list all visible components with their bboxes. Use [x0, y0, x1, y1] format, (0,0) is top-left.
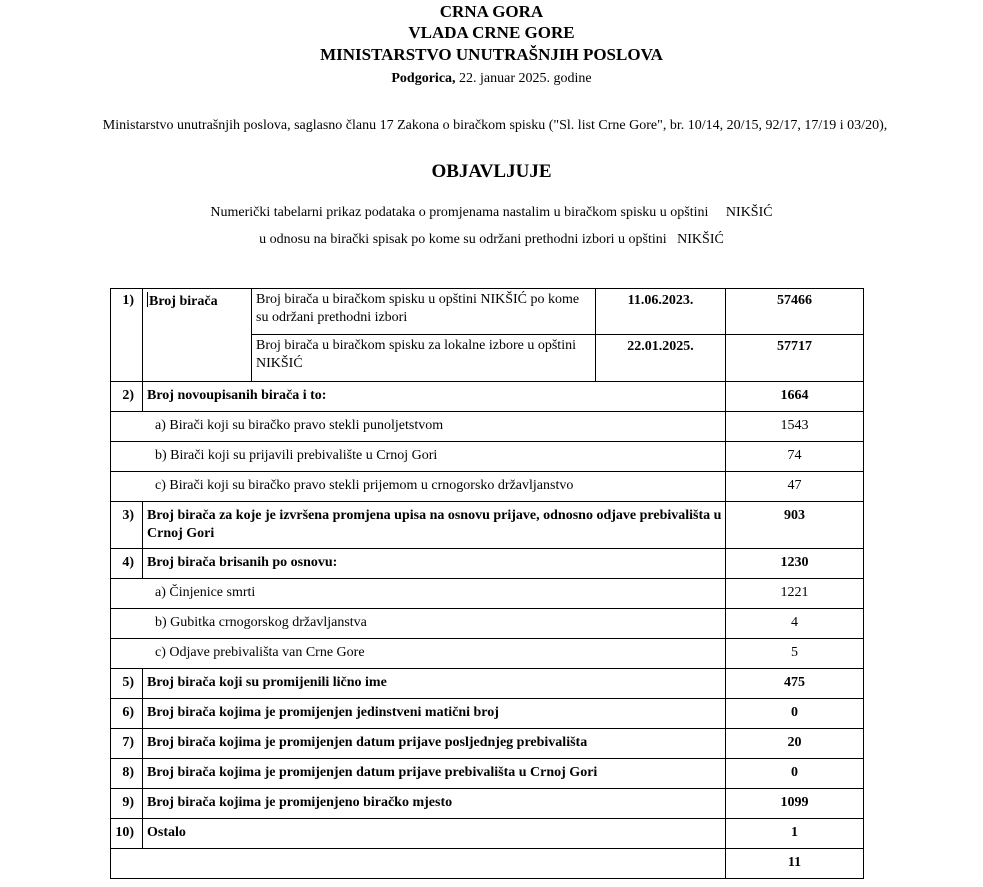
row-label: Broj birača kojima je promijenjen datum prijave posljednjeg prebivališta	[143, 729, 726, 759]
document-title: OBJAVLJUJE	[431, 161, 552, 182]
row-value: 4	[726, 609, 864, 639]
row-number: 3)	[111, 502, 143, 549]
table-row	[111, 472, 864, 502]
row-value: 74	[726, 442, 864, 472]
row-value: 47	[726, 472, 864, 502]
table-row	[111, 759, 864, 789]
table-row	[111, 729, 864, 759]
total-value: 11	[726, 849, 864, 879]
row-value: 5	[726, 639, 864, 669]
row-label: Broj birača kojima je promijenjeno biračko mjesto	[143, 789, 726, 819]
row-value: 1099	[726, 789, 864, 819]
row-number: 8)	[111, 759, 143, 789]
table-row-total	[111, 849, 864, 879]
table-row	[111, 412, 864, 442]
table-row	[111, 819, 864, 849]
table-row	[111, 789, 864, 819]
row-label: Broj novoupisanih birača i to:	[143, 382, 726, 412]
row-value: 0	[726, 759, 864, 789]
row-number: 9)	[111, 789, 143, 819]
dateline-place: Podgorica,	[391, 71, 456, 86]
row-value: 1230	[726, 549, 864, 579]
table-row	[111, 549, 864, 579]
intro-paragraph: Ministarstvo unutrašnjih poslova, saglasno članu 17 Zakona o biračkom spisku ("Sl. list Crne Gore", br. 10/14, 20/15, 92/17, 17/19 i 03/20),	[102, 118, 888, 133]
row-label: Broj birača za koje je izvršena promjena upisa na osnovu prijave, odnosno odjave prebivališta u Crnoj Gori	[143, 502, 726, 549]
row-label-text: Broj birača	[149, 294, 218, 309]
row-number: 2)	[111, 382, 143, 412]
table-row	[111, 639, 864, 669]
text-cursor	[147, 292, 148, 307]
row-number: 1)	[111, 289, 143, 382]
previous-register-date: 11.06.2023.	[596, 289, 726, 335]
row-value: 903	[726, 502, 864, 549]
table-row	[111, 442, 864, 472]
row-label: a) Činjenice smrti	[111, 579, 726, 609]
row-label: c) Birači koji su biračko pravo stekli prijemom u crnogorsko državljanstvo	[111, 472, 726, 502]
row-label: Ostalo	[143, 819, 726, 849]
row-label: Broj birača koji su promijenili lično ime	[143, 669, 726, 699]
row-number: 10)	[111, 819, 143, 849]
header-government: VLADA CRNE GORE	[408, 23, 575, 42]
table-row	[111, 699, 864, 729]
table-row	[111, 609, 864, 639]
row-label: Broj birača brisanih po osnovu:	[143, 549, 726, 579]
table-row	[111, 382, 864, 412]
table-row	[111, 502, 864, 549]
voter-register-table	[110, 288, 864, 879]
row-label	[143, 289, 252, 382]
previous-register-text: Broj birača u biračkom spisku u opštini NIKŠIĆ po kome su održani prethodni izbori	[252, 289, 596, 335]
row-value: 1543	[726, 412, 864, 442]
row-label: Broj birača kojima je promijenjen jedinstveni matični broj	[143, 699, 726, 729]
row-number: 6)	[111, 699, 143, 729]
previous-register-value: 57466	[726, 289, 864, 335]
row-label: b) Birači koji su prijavili prebivalište u Crnoj Gori	[111, 442, 726, 472]
current-register-value: 57717	[726, 335, 864, 382]
table-row	[111, 289, 864, 335]
row-value: 475	[726, 669, 864, 699]
row-value: 1664	[726, 382, 864, 412]
row-label: a) Birači koji su biračko pravo stekli punoljetstvom	[111, 412, 726, 442]
row-value: 1	[726, 819, 864, 849]
dateline-date: 22. januar 2025. godine	[455, 71, 592, 86]
row-value: 1221	[726, 579, 864, 609]
description-line-2: u odnosu na birački spisak po kome su održani prethodni izbori u opštini NIKŠIĆ	[259, 232, 724, 247]
header-country: CRNA GORA	[439, 2, 544, 21]
row-label: b) Gubitka crnogorskog državljanstva	[111, 609, 726, 639]
row-value: 0	[726, 699, 864, 729]
header-ministry: MINISTARSTVO UNUTRAŠNJIH POSLOVA	[320, 45, 663, 64]
table-row	[111, 579, 864, 609]
row-label: Broj birača kojima je promijenjen datum prijave prebivališta u Crnoj Gori	[143, 759, 726, 789]
row-value: 20	[726, 729, 864, 759]
current-register-text: Broj birača u biračkom spisku za lokalne izbore u opštini NIKŠIĆ	[252, 335, 596, 382]
dateline	[0, 71, 983, 87]
description-line-1: Numerički tabelarni prikaz podataka o promjenama nastalim u biračkom spisku u opštini NIKŠIĆ	[210, 205, 773, 220]
row-label: c) Odjave prebivališta van Crne Gore	[111, 639, 726, 669]
table-row	[111, 669, 864, 699]
current-register-date: 22.01.2025.	[596, 335, 726, 382]
row-number: 7)	[111, 729, 143, 759]
row-number: 5)	[111, 669, 143, 699]
total-label-cell	[111, 849, 726, 879]
row-number: 4)	[111, 549, 143, 579]
